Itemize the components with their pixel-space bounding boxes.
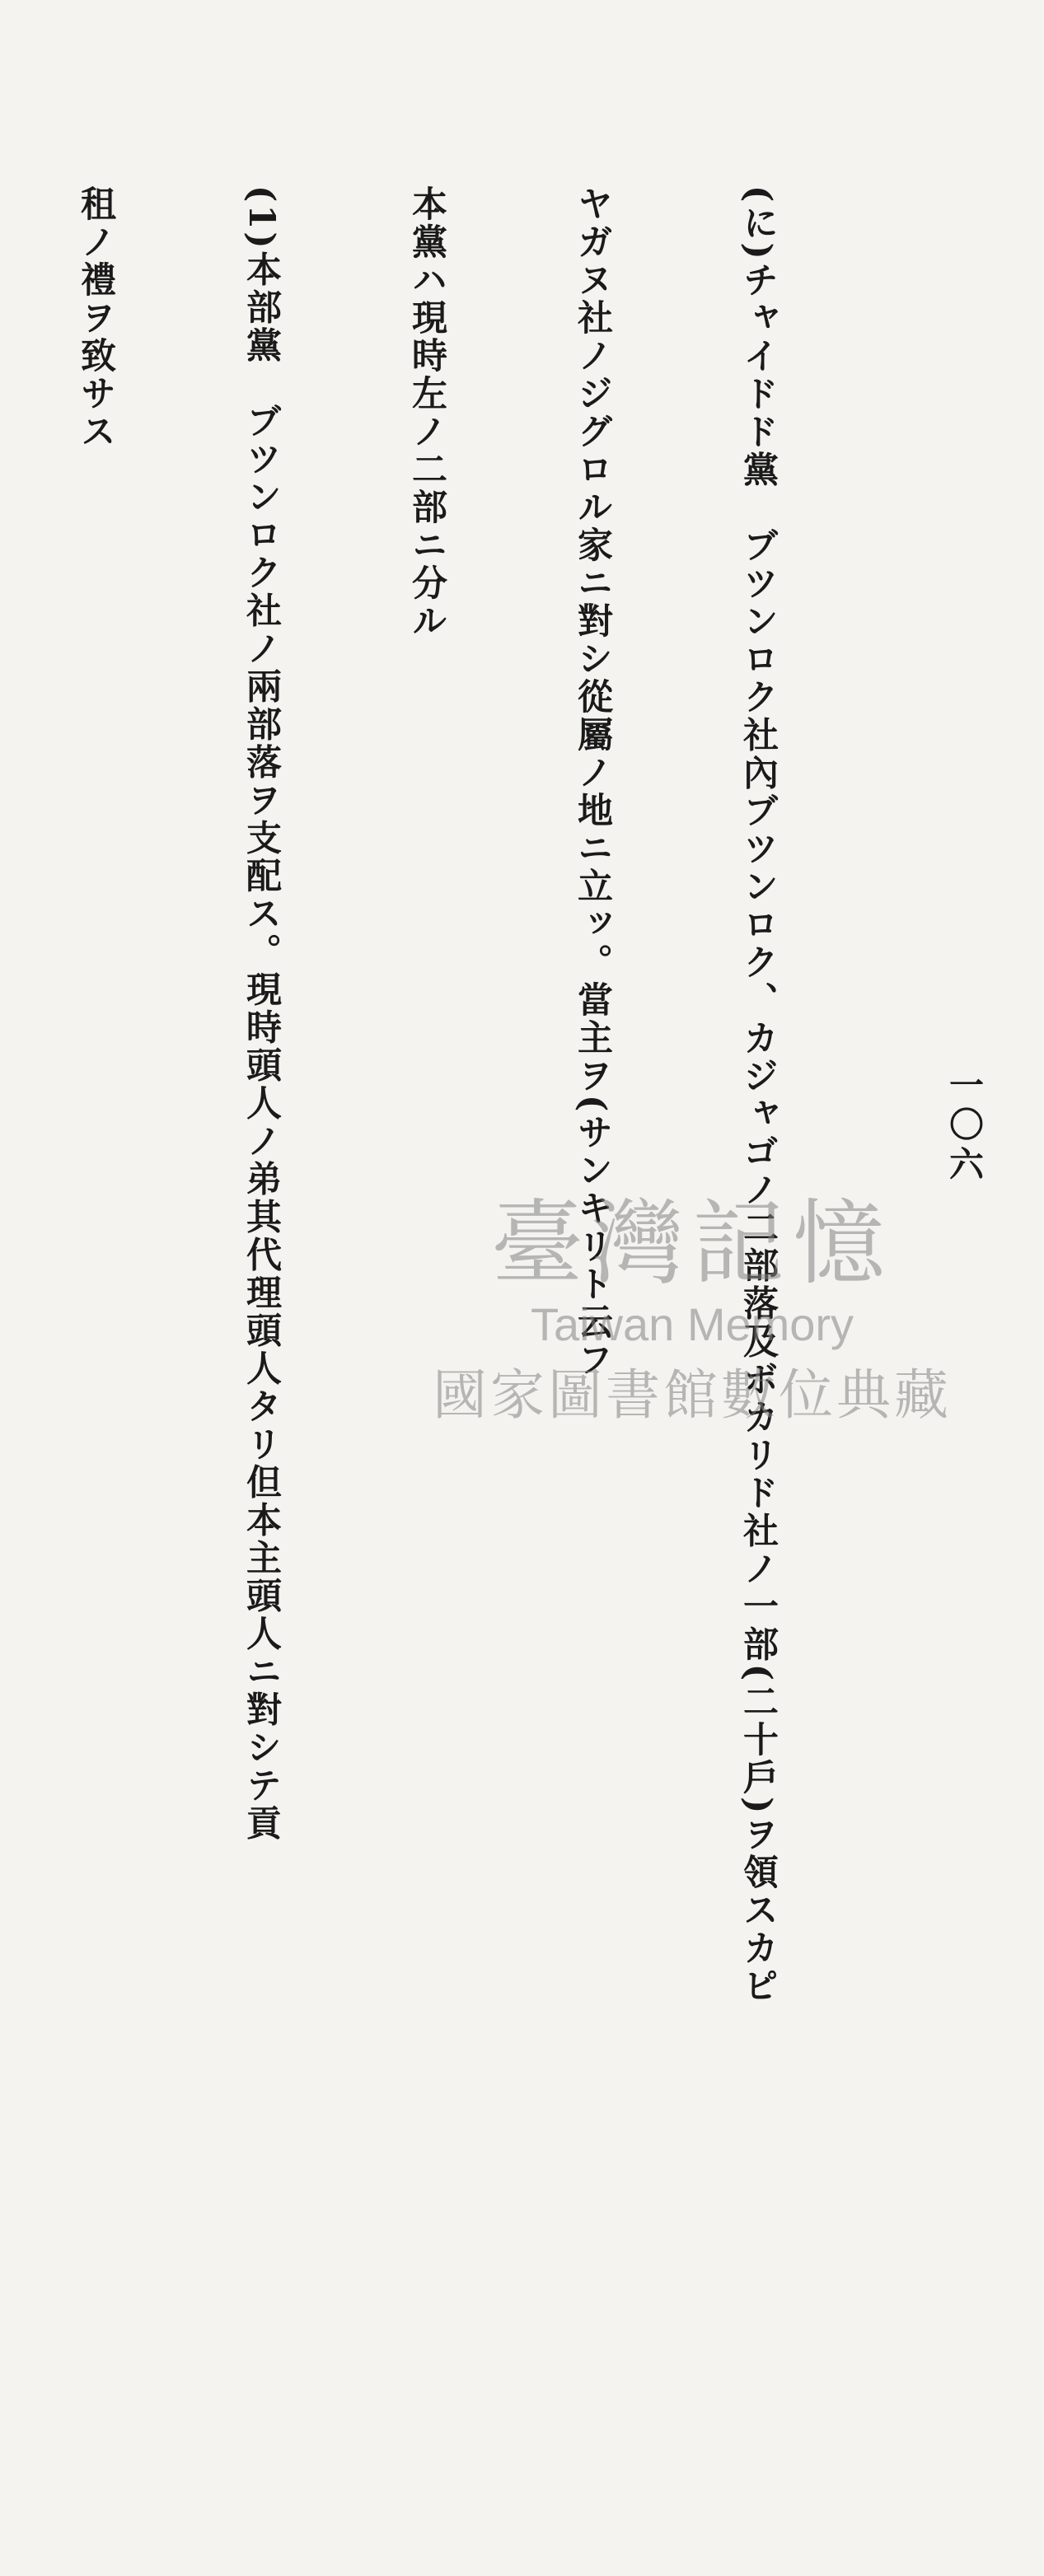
vertical-text-body [39,185,896,2006]
text-line-4: (1)本部黨 ブツンロク社ノ兩部落ヲ支配ス。現時頭人ノ弟其代理頭人タリ但本主頭人ニ對シテ貢 [241,185,282,1843]
text-line-1: (に)チャイドド黨 ブツンロク社內ブツンロク、カジャゴノ二部落及ボカリド社ノ一部(二十戶)ヲ領スカピ [737,185,779,2006]
text-line-3: 本黨ハ現時左ノ二部ニ分ル [406,185,447,640]
text-line-5: 租ノ禮ヲ致サス [75,185,116,451]
text-line-2: ヤガヌ社ノジグロル家ニ對シ從屬ノ地ニ立ッ。當主ヲ(サンキリト云フ [572,185,613,1380]
page-number: 一〇六 [944,1067,985,1185]
watermark-subtitle: 國家圖書館數位典藏 [433,1363,952,1427]
watermark-title: 臺灣記憶 [491,1190,893,1297]
watermark-english: Taiwan Memory [530,1298,854,1350]
